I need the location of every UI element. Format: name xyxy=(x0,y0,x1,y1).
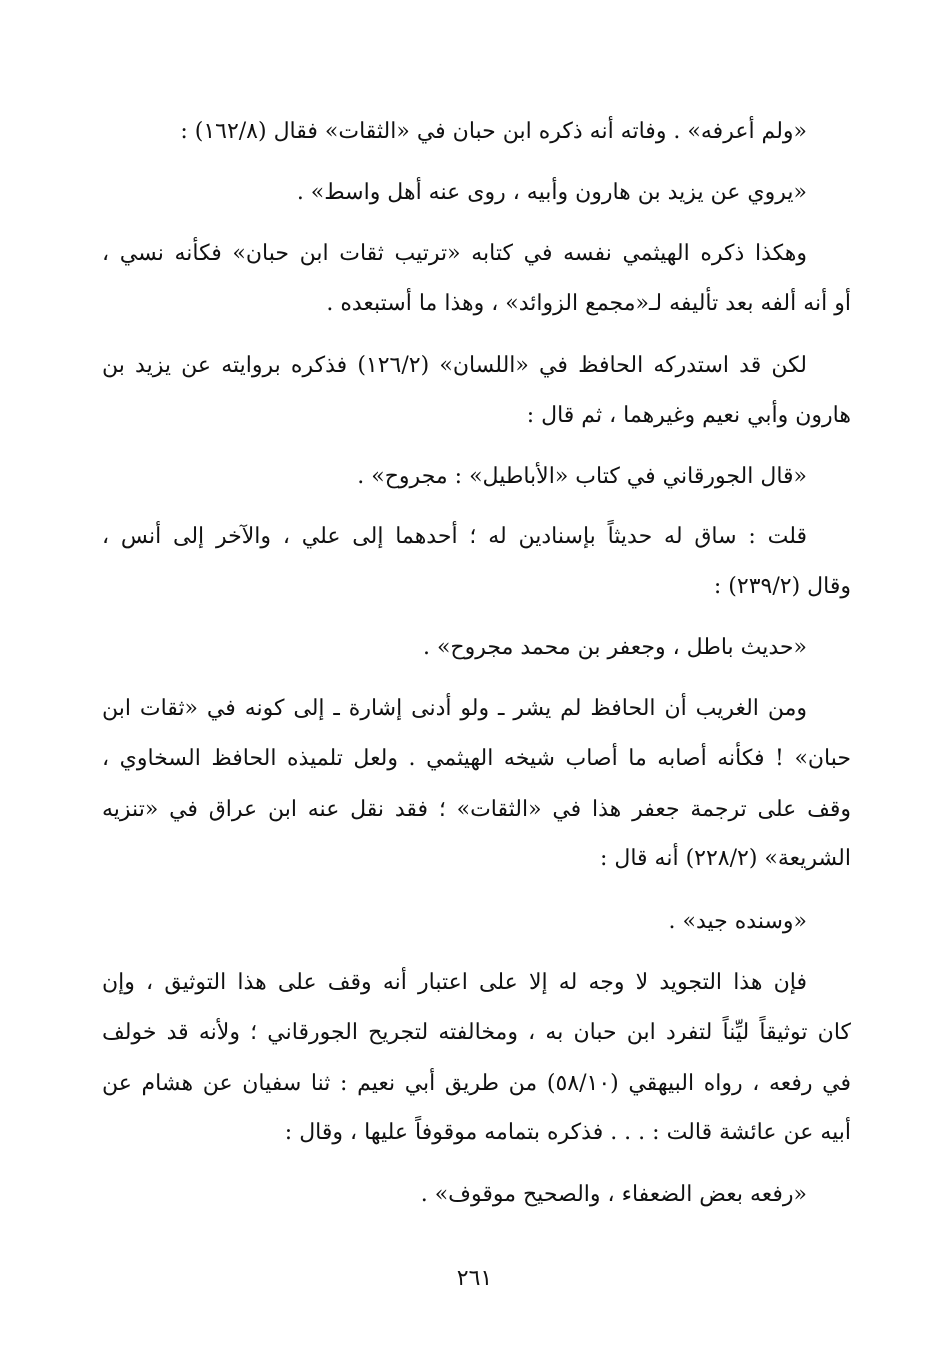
text-line: كان توثيقاً ليِّناً لتفرد ابن حبان به ، ومخالفته لتجريح الجورقاني ؛ ولأنه قد خولف xyxy=(102,1020,851,1045)
text-line: وقال (٢٣٩/٢) : xyxy=(713,574,851,599)
text-line: قلت : ساق له حديثاً بإسنادين له ؛ أحدهما إلى علي ، والآخر إلى أنس ، xyxy=(102,524,807,549)
text-line: «رفعه بعض الضعفاء ، والصحيح موقوف» . xyxy=(420,1182,807,1207)
text-line: لكن قد استدركه الحافظ في «اللسان» (١٢٦/٢) فذكره بروايته عن يزيد بن xyxy=(102,353,808,378)
text-line: في رفعه ، رواه البيهقي (٥٨/١٠) من طريق أبي نعيم : ثنا سفيان عن هشام عن xyxy=(102,1071,852,1096)
text-line: «يروي عن يزيد بن هارون وأبيه ، روى عنه أهل واسط» . xyxy=(296,180,807,205)
text-line: «وسنده جيد» . xyxy=(668,909,807,934)
text-line: «قال الجورقاني في كتاب «الأباطيل» : مجروح» . xyxy=(357,464,807,489)
text-line: هارون وأبي نعيم وغيرهما ، ثم قال : xyxy=(526,403,851,428)
text-line: ومن الغريب أن الحافظ لم يشر ـ ولو أدنى إشارة ـ إلى كونه في «ثقات ابن xyxy=(102,696,807,721)
text-line: وقف على ترجمة جعفر هذا في «الثقات» ؛ فقد نقل عنه ابن عراق في «تنزيه xyxy=(102,797,851,822)
text-line: حبان» ! فكأنه أصابه ما أصاب شيخه الهيثمي . ولعل تلميذه الحافظ السخاوي ، xyxy=(102,746,851,771)
text-line: وهكذا ذكره الهيثمي نفسه في كتابه «ترتيب ثقات ابن حبان» فكأنه نسي ، xyxy=(102,241,807,266)
text-line: فإن هذا التجويد لا وجه له إلا على اعتبار أنه وقف على هذا التوثيق ، وإن xyxy=(102,970,807,995)
page-number: ٢٦١ xyxy=(456,1266,493,1291)
text-line: أو أنه ألفه بعد تأليفه لـ«مجمع الزوائد» ، وهذا ما أستبعده . xyxy=(326,291,851,316)
text-line: «ولم أعرفه» . وفاته أنه ذكره ابن حبان في «الثقات» فقال (١٦٢/٨) : xyxy=(180,119,807,144)
text-line: أبيه عن عائشة قالت : . . . فذكره بتمامه موقوفاً عليها ، وقال : xyxy=(284,1120,851,1145)
text-line: الشريعة» (٢٢٨/٢) أنه قال : xyxy=(599,846,851,871)
text-line: «حديث باطل ، وجعفر بن محمد مجروح» . xyxy=(422,635,807,660)
